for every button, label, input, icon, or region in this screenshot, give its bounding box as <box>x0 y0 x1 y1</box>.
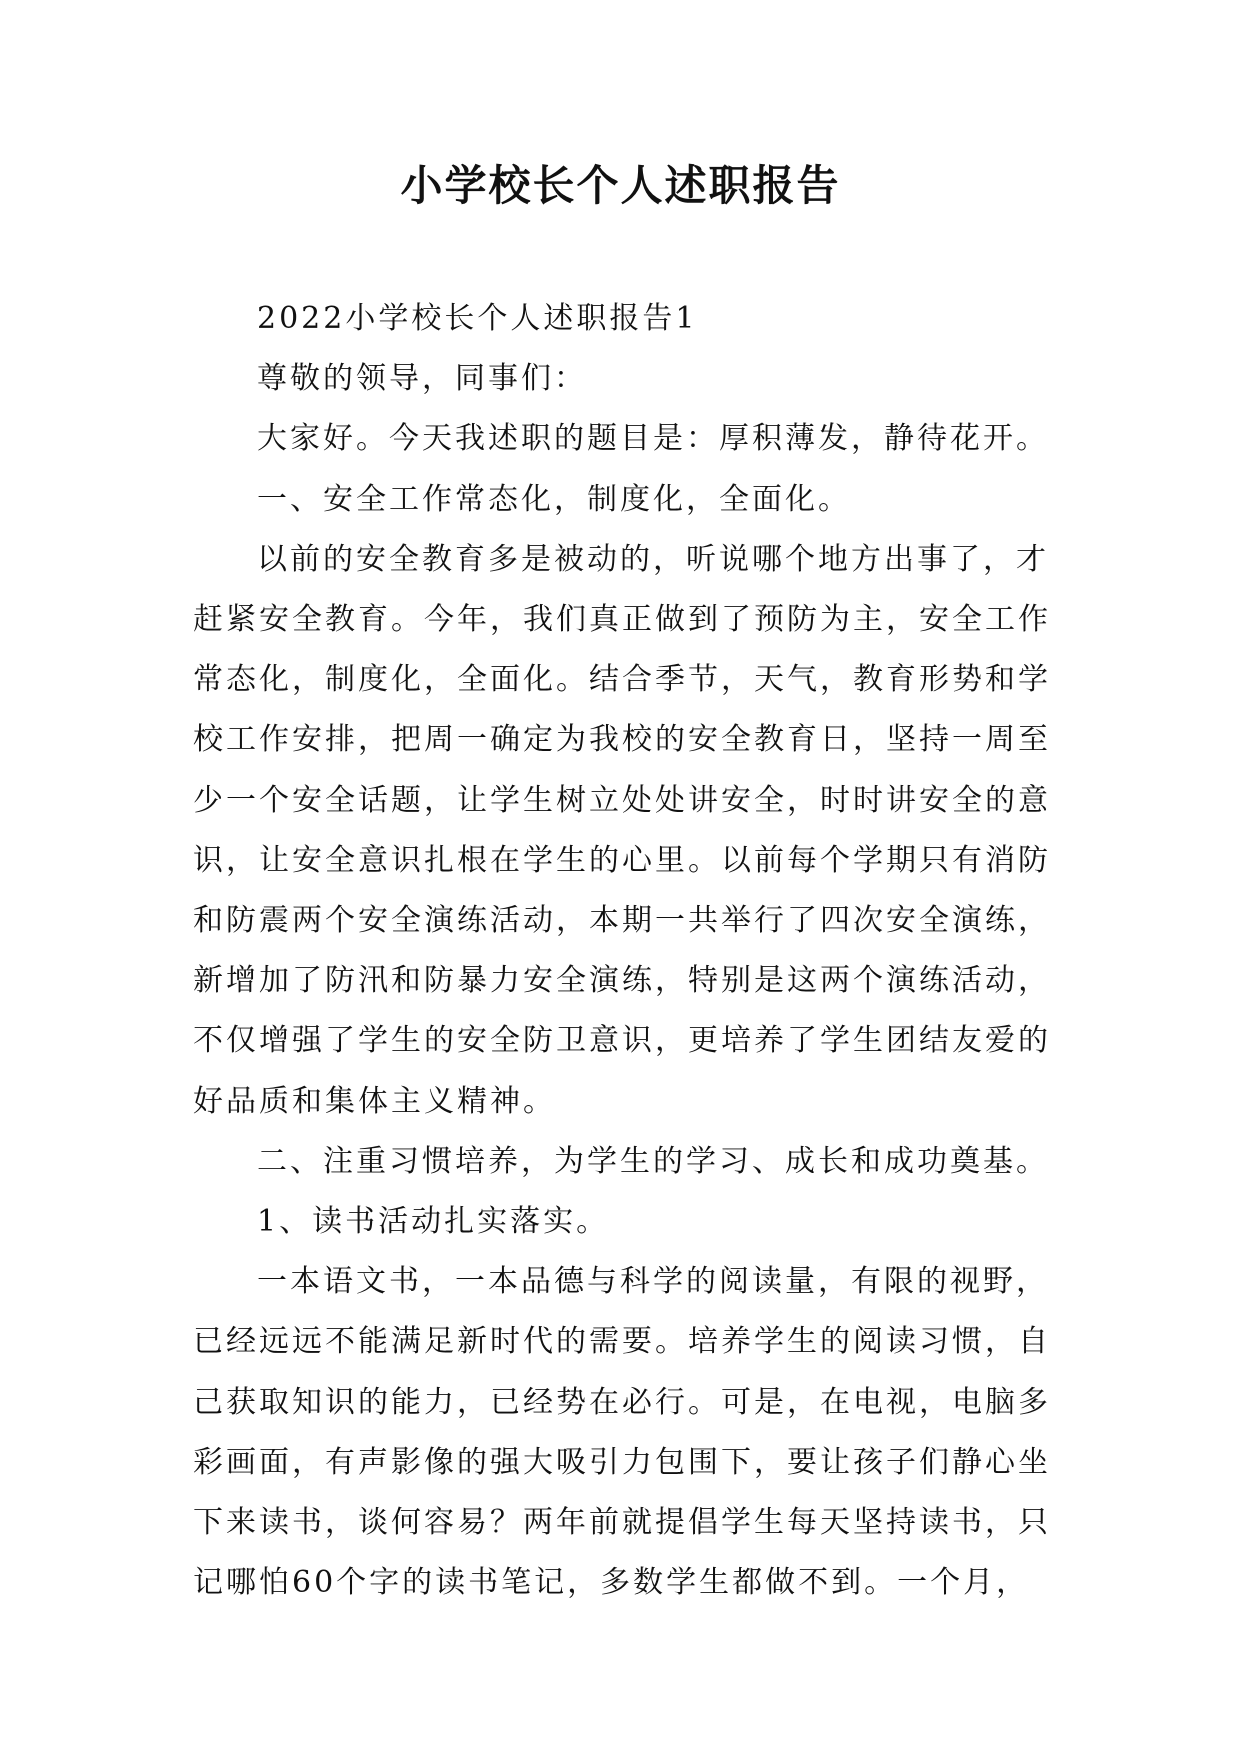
reading-paragraph: 一本语文书，一本品德与科学的阅读量，有限的视野，已经远远不能满足新时代的需要。培养学生的阅读习惯，自己获取知识的能力，已经势在必行。可是，在电视，电脑多彩画面，有声影像的强大吸引力包围下，要让孩子们静心坐下来读书，谈何容易？两年前就提倡学生每天坚持读书，只记哪怕60个字的读书笔记，多数学生都做不到。一个月， <box>193 1264 1051 1601</box>
safety-paragraph: 以前的安全教育多是被动的，听说哪个地方出事了，才赶紧安全教育。今年，我们真正做到了预防为主，安全工作常态化，制度化，全面化。结合季节，天气，教育形势和学校工作安排，把周一确定为我校的安全教育日，坚持一周至少一个安全话题，让学生树立处处讲安全，时时讲安全的意识，让安全意识扎根在学生的心里。以前每个学期只有消防和防震两个安全演练活动，本期一共举行了四次安全演练，新增加了防汛和防暴力安全演练，特别是这两个演练活动，不仅增强了学生的安全防卫意识，更培养了学生团结友爱的好品质和集体主义精神。 <box>193 541 1051 1119</box>
document-body <box>193 289 1073 1613</box>
salutation: 尊敬的领导，同事们： <box>257 361 587 397</box>
greeting-paragraph: 大家好。今天我述职的题目是：厚积薄发，静待花开。 <box>257 421 1049 457</box>
subheading-reading: 1、读书活动扎实落实。 <box>257 1204 610 1240</box>
section-heading-safety: 一、安全工作常态化，制度化，全面化。 <box>257 481 851 517</box>
report-heading: 2022小学校长个人述职报告1 <box>257 301 698 336</box>
document-title: 小学校长个人述职报告 <box>400 161 841 210</box>
section-heading-habits: 二、注重习惯培养，为学生的学习、成长和成功奠基。 <box>257 1143 1049 1179</box>
